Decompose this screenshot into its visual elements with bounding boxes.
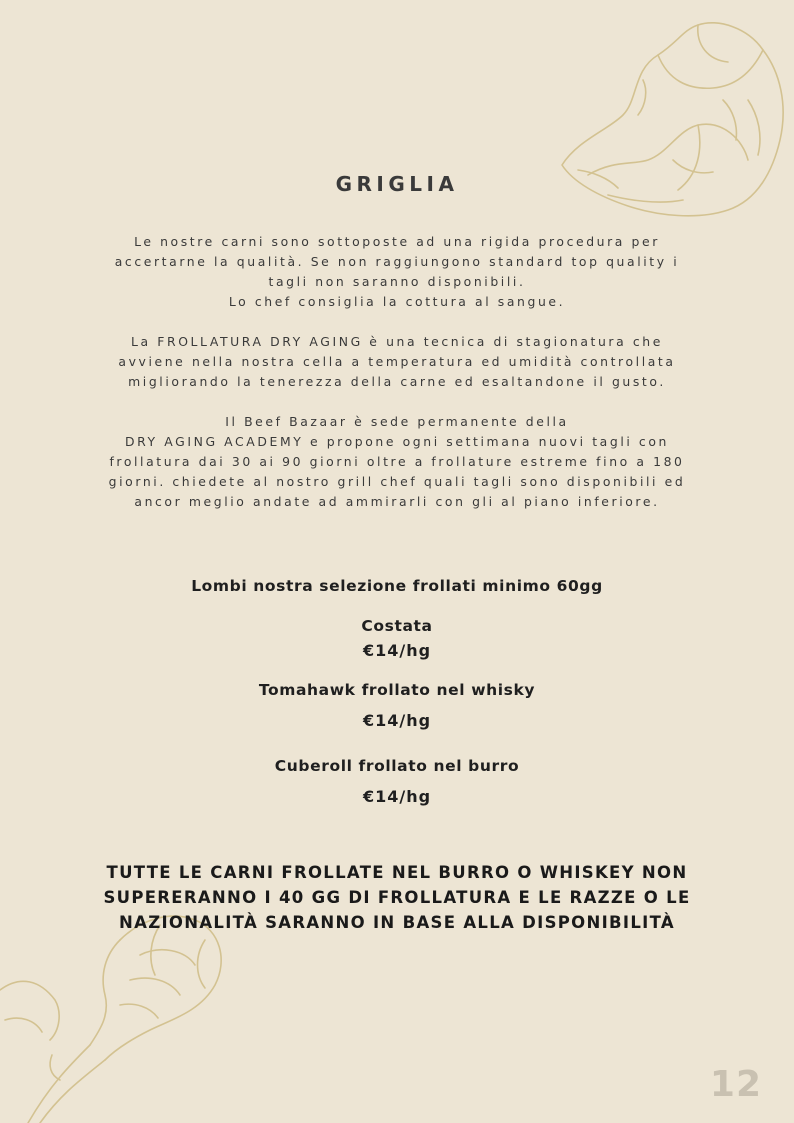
intro-paragraph-quality: Le nostre carni sono sottoposte ad una rigida procedura per accertarne la qualità. Se non raggiungono standard top quality i tagli non saranno disponibili. Lo chef consiglia la cottura al sangue.	[114, 234, 680, 309]
menu-item-price: €14/hg	[362, 787, 432, 806]
intro-paragraph-academy: Il Beef Bazaar è sede permanente della DRY AGING ACADEMY e propone ogni settimana nuovi tagli con frollatura dai 30 ai 90 giorni oltre a frollature estreme fino a 180 giorni. chiedete al nostro grill chef quali tagli sono disponibili ed ancor meglio andate ad ammirarli con gli al piano inferiore.	[108, 414, 686, 509]
menu-item-price: €14/hg	[362, 711, 432, 730]
menu-item-name: Costata	[361, 617, 433, 635]
menu-item-name: Cuberoll frollato nel burro	[274, 757, 520, 775]
menu-item-name: Tomahawk frollato nel whisky	[258, 681, 536, 699]
menu-item-price: €14/hg	[362, 641, 432, 660]
intro-paragraph-dry-aging: La FROLLATURA DRY AGING è una tecnica di stagionatura che avviene nella nostra cella a temperatura ed umidità controllata migliorando la tenerezza della carne ed esaltandone il gusto.	[118, 334, 676, 389]
availability-notice: TUTTE LE CARNI FROLLATE NEL BURRO O WHISKEY NON SUPERERANNO I 40 GG DI FROLLATURA E LE RAZZE O LE NAZIONALITÀ SARANNO IN BASE ALLA DISPONIBILITÀ	[103, 863, 691, 932]
page-title: GRIGLIA	[335, 172, 459, 196]
page-number: 12	[709, 1064, 762, 1105]
menu-section-heading: Lombi nostra selezione frollati minimo 60gg	[191, 577, 603, 595]
intro-text	[80, 232, 714, 532]
